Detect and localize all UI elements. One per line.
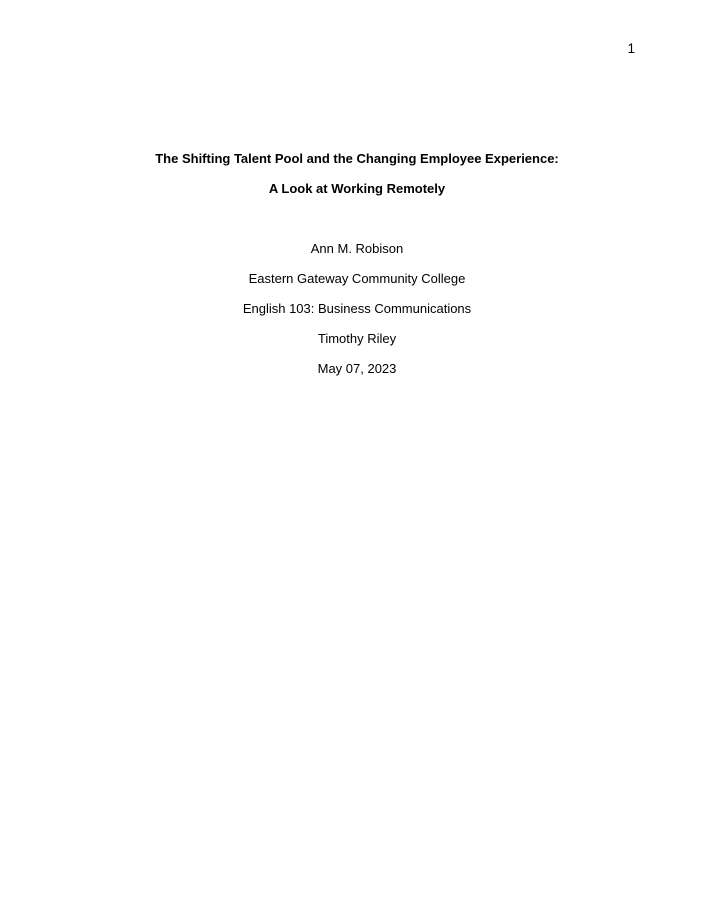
- institution-name: Eastern Gateway Community College: [248, 271, 466, 286]
- byline-block: [0, 241, 714, 391]
- due-date: May 07, 2023: [317, 361, 397, 376]
- title-block: [0, 151, 714, 211]
- course-name: English 103: Business Communications: [242, 301, 472, 316]
- paper-title: The Shifting Talent Pool and the Changing Employee Experience:: [155, 151, 559, 166]
- author-name: Ann M. Robison: [310, 241, 404, 256]
- instructor-name: Timothy Riley: [317, 331, 397, 346]
- paper-subtitle: A Look at Working Remotely: [268, 181, 446, 196]
- page-number: 1: [627, 41, 635, 56]
